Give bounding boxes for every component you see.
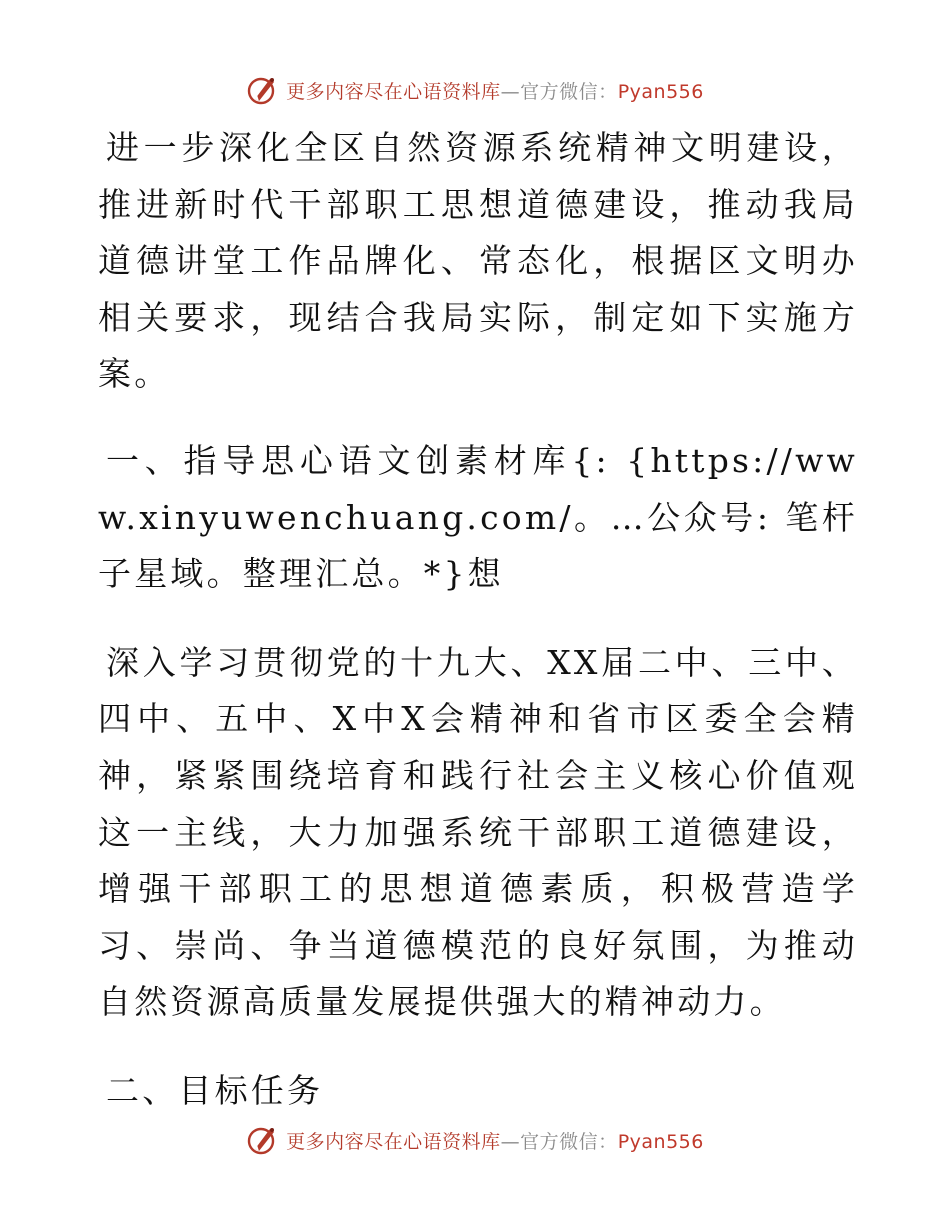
section-heading-goals: 二、目标任务 [106,1070,324,1110]
paragraph-intro: 进一步深化全区自然资源系统精神文明建设，推进新时代干部职工思想道德建设，推动我局道德讲堂工作品牌化、常态化，根据区文明办相关要求，现结合我局实际，制定如下实施方案。 [98,128,858,394]
watermark-text [286,1127,704,1154]
watermark-dash: — [500,80,521,103]
watermark-dash: — [500,1130,521,1153]
paragraph-guiding-ideology: 深入学习贯彻党的十九大、XX届二中、三中、四中、五中、X中X会精神和省市区委全会精神，紧紧围绕培育和践行社会主义核心价值观这一主线，大力加强系统干部职工道德建设，增强干部职工的思想道德素质，积极营造学习、崇尚、争当道德模范的良好氛围，为推动自然资源高质量发展提供强大的精神动力。 [98,642,858,1022]
watermark-text [286,77,704,104]
document-body [98,120,858,1120]
watermark-handle: Pyan556 [617,80,704,103]
watermark-handle: Pyan556 [617,1130,704,1153]
watermark-main-text: 更多内容尽在心语资料库 [286,1130,501,1153]
pen-circle-logo-icon [246,1123,280,1157]
watermark-main-text: 更多内容尽在心语资料库 [286,80,501,103]
watermark-wechat-label: 官方微信： [520,80,618,103]
footer-watermark-banner [0,1120,950,1160]
section-heading-guiding-ideology: 一、指导思心语文创素材库{: {https://www.xinyuwenchuang.com/。…公众号: 笔杆子星域。整理汇总。*}想 [98,440,858,594]
header-watermark-banner [0,70,950,110]
pen-circle-logo-icon [246,73,280,107]
watermark-wechat-label: 官方微信： [520,1130,618,1153]
